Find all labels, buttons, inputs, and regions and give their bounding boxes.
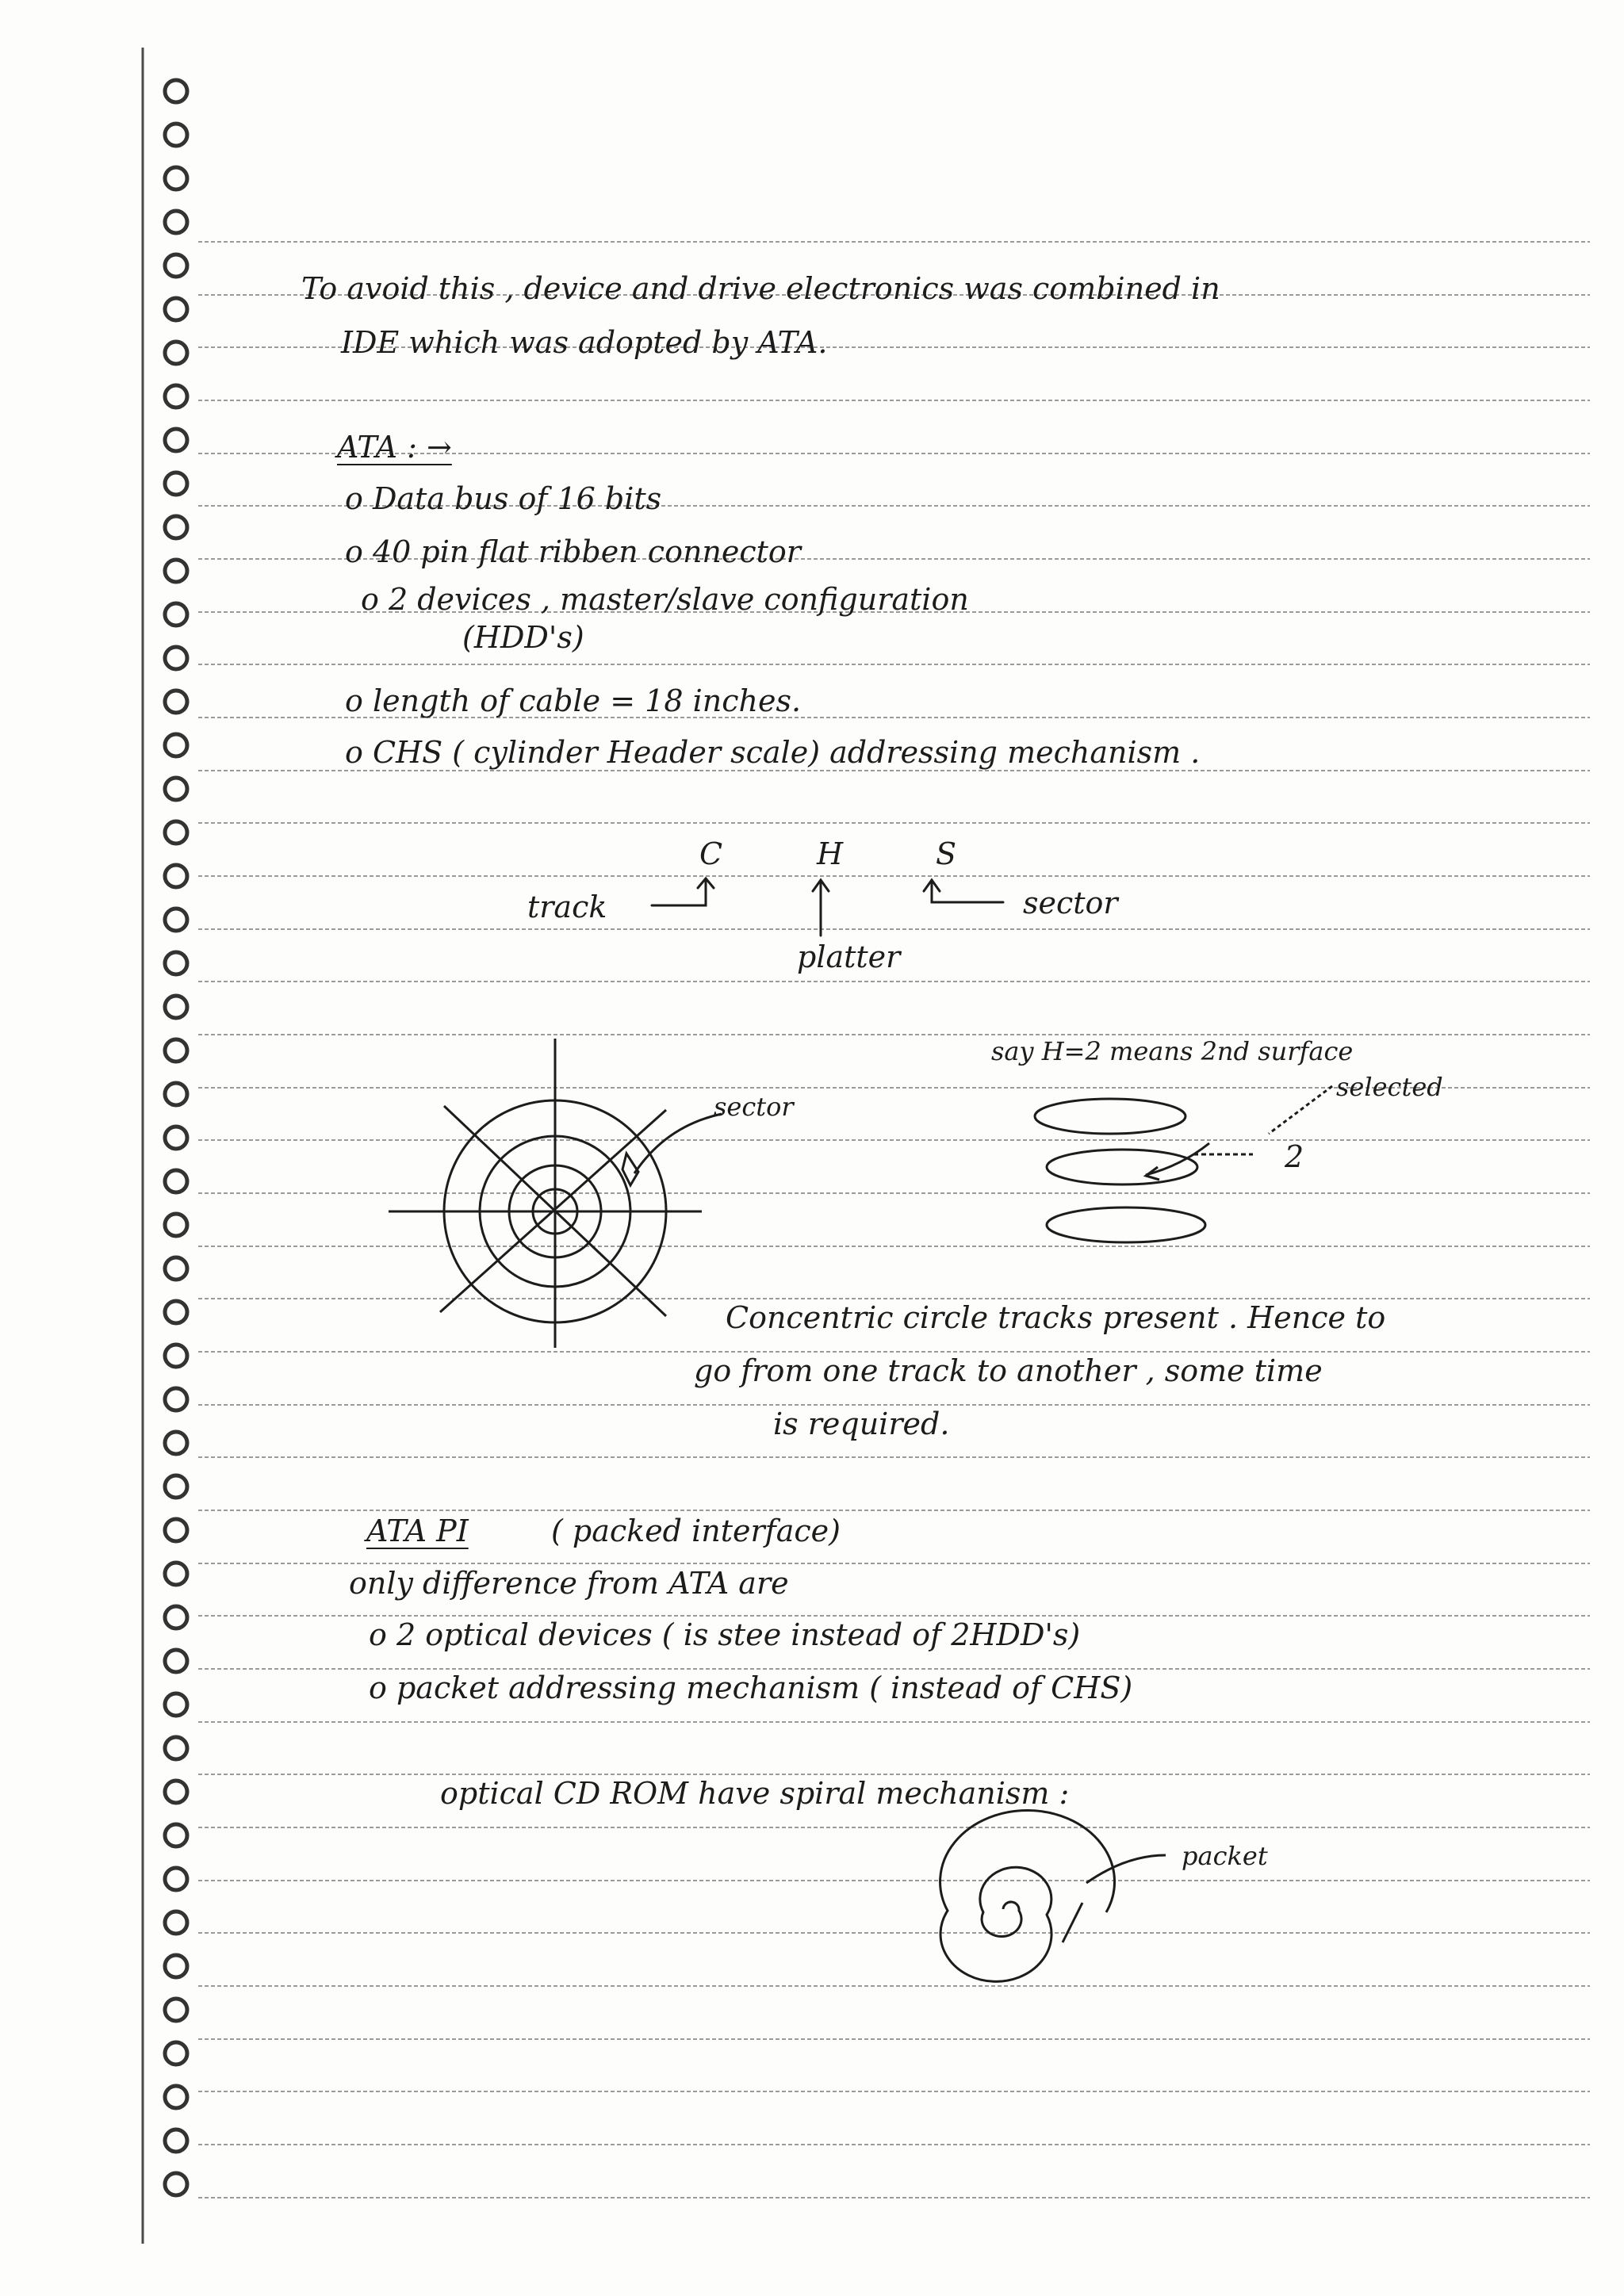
atapi-bullet-optical: o 2 optical devices ( is stee instead of 2HDD's) [369, 1617, 1081, 1652]
surface-note-line-2: selected [1336, 1072, 1443, 1102]
ata-bullet-connector: o 40 pin flat ribben connector [345, 534, 801, 569]
concentric-note-line-3: is required. [773, 1406, 950, 1441]
atapi-difference-line: only difference from ATA are [349, 1566, 789, 1601]
chs-track-label: track [527, 890, 607, 924]
chs-label-c: C [699, 836, 723, 871]
ata-bullet-data-bus: o Data bus of 16 bits [345, 481, 662, 516]
chs-label-h: H [817, 836, 844, 871]
intro-line-2: IDE which was adopted by ATA. [341, 325, 828, 360]
intro-line-1: To avoid this , device and drive electronics was combined in [301, 271, 1220, 306]
chs-sector-label: sector [1023, 886, 1118, 920]
concentric-note-line-2: go from one track to another , some time [694, 1353, 1323, 1388]
surface-number: 2 [1285, 1139, 1304, 1174]
spiral-note: optical CD ROM have spiral mechanism : [440, 1776, 1070, 1811]
atapi-subtitle: ( packed interface) [551, 1513, 841, 1548]
ata-bullet-devices-note: (HDD's) [462, 620, 584, 655]
spiral-packet-label: packet [1182, 1841, 1268, 1871]
ata-bullet-cable-length: o length of cable = 18 inches. [345, 683, 802, 718]
atapi-heading: ATA PI [366, 1513, 469, 1548]
atapi-bullet-packet: o packet addressing mechanism ( instead of CHS) [369, 1670, 1133, 1705]
ata-heading: ATA : → [337, 430, 452, 465]
chs-platter-label: platter [797, 939, 901, 974]
ata-bullet-devices: o 2 devices , master/slave configuration [361, 582, 969, 617]
chs-label-s: S [936, 836, 957, 871]
ata-bullet-chs: o CHS ( cylinder Header scale) addressing mechanism . [345, 735, 1201, 770]
surface-note-line-1: say H=2 means 2nd surface [991, 1036, 1354, 1066]
disk-sector-label: sector [714, 1092, 794, 1122]
concentric-note-line-1: Concentric circle tracks present . Hence to [726, 1300, 1386, 1335]
